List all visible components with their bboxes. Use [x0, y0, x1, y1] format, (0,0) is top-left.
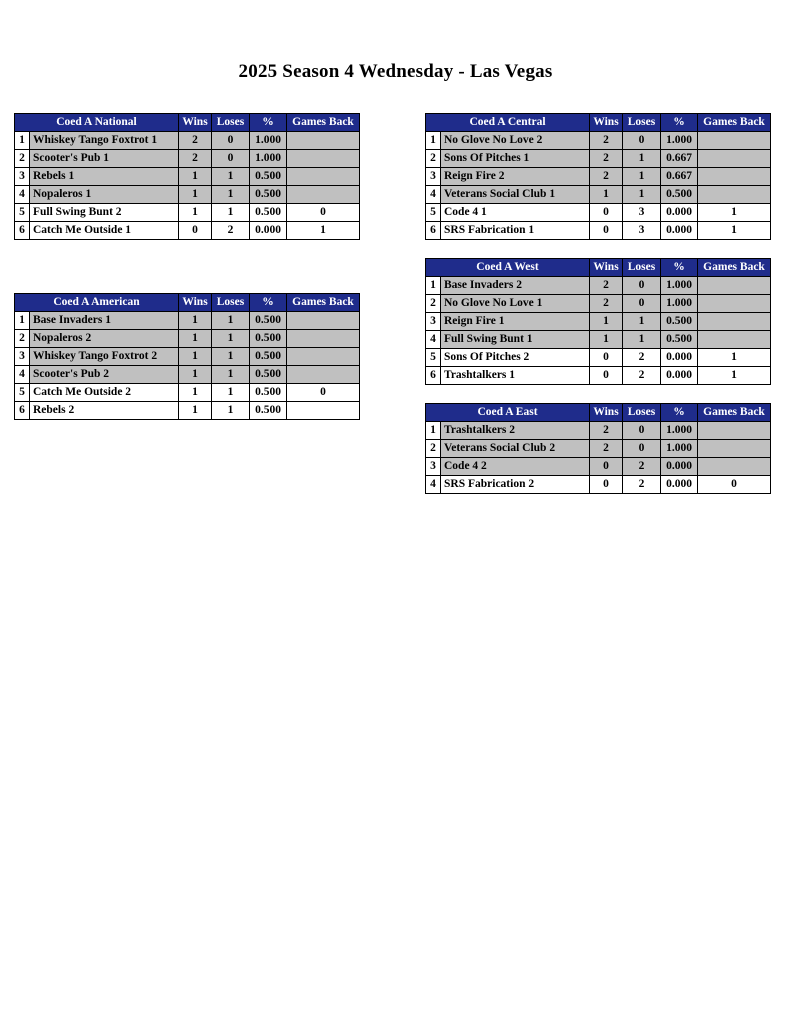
- team-name-cell: Base Invaders 2: [441, 277, 590, 295]
- team-name-cell: SRS Fabrication 2: [441, 476, 590, 494]
- wins-cell: 1: [179, 384, 212, 402]
- standings-row: [426, 132, 771, 150]
- pct-cell: 0.000: [661, 204, 698, 222]
- games-back-cell: [698, 186, 771, 204]
- wins-cell: 2: [590, 440, 623, 458]
- wins-cell: 1: [179, 330, 212, 348]
- rank-cell: 2: [426, 440, 441, 458]
- column-header-games-back: Games Back: [698, 259, 771, 277]
- loses-cell: 3: [623, 222, 661, 240]
- games-back-cell: 0: [698, 476, 771, 494]
- standings-slot-coed-a-central: [425, 113, 771, 240]
- wins-cell: 1: [179, 312, 212, 330]
- standings-row: [15, 168, 360, 186]
- rank-cell: 1: [426, 132, 441, 150]
- rank-cell: 4: [15, 186, 30, 204]
- loses-cell: 1: [623, 150, 661, 168]
- team-name-cell: Catch Me Outside 1: [30, 222, 179, 240]
- column-header-wins: Wins: [179, 114, 212, 132]
- games-back-cell: [698, 150, 771, 168]
- rank-cell: 2: [15, 330, 30, 348]
- standings-slot-coed-a-east: [425, 403, 771, 494]
- standings-row: [426, 295, 771, 313]
- wins-cell: 1: [179, 168, 212, 186]
- standings-row: [426, 277, 771, 295]
- loses-cell: 1: [212, 204, 250, 222]
- pct-cell: 1.000: [661, 440, 698, 458]
- wins-cell: 0: [590, 476, 623, 494]
- wins-cell: 0: [590, 204, 623, 222]
- pct-cell: 0.000: [661, 222, 698, 240]
- games-back-cell: [698, 313, 771, 331]
- loses-cell: 0: [623, 132, 661, 150]
- games-back-cell: [287, 186, 360, 204]
- rank-cell: 1: [426, 277, 441, 295]
- rank-cell: 3: [15, 168, 30, 186]
- pct-cell: 0.000: [661, 476, 698, 494]
- rank-cell: 5: [15, 384, 30, 402]
- wins-cell: 1: [179, 186, 212, 204]
- games-back-cell: [698, 440, 771, 458]
- team-name-cell: Catch Me Outside 2: [30, 384, 179, 402]
- table-title: Coed A National: [15, 114, 179, 132]
- standings-row: [426, 440, 771, 458]
- team-name-cell: Whiskey Tango Foxtrot 1: [30, 132, 179, 150]
- rank-cell: 3: [426, 168, 441, 186]
- rank-cell: 6: [15, 402, 30, 420]
- standings-row: [15, 366, 360, 384]
- column-header-pct: %: [661, 259, 698, 277]
- loses-cell: 1: [212, 348, 250, 366]
- pct-cell: 1.000: [661, 277, 698, 295]
- column-header-loses: Loses: [212, 294, 250, 312]
- games-back-cell: [287, 132, 360, 150]
- standings-table-coed-a-east: [425, 403, 771, 494]
- loses-cell: 0: [623, 277, 661, 295]
- team-name-cell: Veterans Social Club 1: [441, 186, 590, 204]
- column-header-pct: %: [250, 114, 287, 132]
- standings-row: [15, 312, 360, 330]
- wins-cell: 0: [590, 458, 623, 476]
- pct-cell: 0.500: [250, 204, 287, 222]
- games-back-cell: 1: [698, 204, 771, 222]
- team-name-cell: No Glove No Love 2: [441, 132, 590, 150]
- team-name-cell: Nopaleros 2: [30, 330, 179, 348]
- standings-row: [15, 348, 360, 366]
- wins-cell: 2: [590, 277, 623, 295]
- games-back-cell: [287, 312, 360, 330]
- rank-cell: 2: [426, 295, 441, 313]
- standings-row: [426, 168, 771, 186]
- standings-slot-coed-a-national: [14, 113, 360, 240]
- rank-cell: 5: [426, 204, 441, 222]
- pct-cell: 0.000: [250, 222, 287, 240]
- wins-cell: 2: [590, 150, 623, 168]
- loses-cell: 0: [623, 295, 661, 313]
- table-header-row: [426, 114, 771, 132]
- standings-row: [15, 204, 360, 222]
- standings-row: [426, 313, 771, 331]
- loses-cell: 1: [212, 312, 250, 330]
- team-name-cell: Sons Of Pitches 1: [441, 150, 590, 168]
- standings-row: [426, 186, 771, 204]
- wins-cell: 0: [590, 349, 623, 367]
- pct-cell: 0.000: [661, 458, 698, 476]
- rank-cell: 3: [426, 458, 441, 476]
- games-back-cell: [698, 458, 771, 476]
- table-header-row: [15, 294, 360, 312]
- table-title: Coed A East: [426, 404, 590, 422]
- standings-row: [426, 222, 771, 240]
- wins-cell: 0: [590, 222, 623, 240]
- team-name-cell: Full Swing Bunt 1: [441, 331, 590, 349]
- column-header-loses: Loses: [623, 404, 661, 422]
- loses-cell: 2: [623, 458, 661, 476]
- loses-cell: 2: [212, 222, 250, 240]
- loses-cell: 0: [623, 440, 661, 458]
- standings-row: [15, 384, 360, 402]
- wins-cell: 2: [590, 132, 623, 150]
- loses-cell: 3: [623, 204, 661, 222]
- games-back-cell: 0: [287, 384, 360, 402]
- loses-cell: 1: [212, 330, 250, 348]
- pct-cell: 0.500: [250, 366, 287, 384]
- pct-cell: 0.500: [250, 384, 287, 402]
- standings-row: [15, 222, 360, 240]
- games-back-cell: [287, 150, 360, 168]
- games-back-cell: [698, 422, 771, 440]
- rank-cell: 6: [426, 367, 441, 385]
- standings-row: [426, 476, 771, 494]
- team-name-cell: Rebels 2: [30, 402, 179, 420]
- column-header-games-back: Games Back: [287, 294, 360, 312]
- column-header-wins: Wins: [590, 259, 623, 277]
- pct-cell: 0.500: [661, 331, 698, 349]
- team-name-cell: No Glove No Love 1: [441, 295, 590, 313]
- column-header-pct: %: [661, 404, 698, 422]
- team-name-cell: Scooter's Pub 2: [30, 366, 179, 384]
- pct-cell: 1.000: [661, 295, 698, 313]
- column-header-games-back: Games Back: [698, 114, 771, 132]
- column-header-loses: Loses: [623, 259, 661, 277]
- pct-cell: 1.000: [250, 132, 287, 150]
- standings-row: [426, 204, 771, 222]
- rank-cell: 2: [426, 150, 441, 168]
- wins-cell: 2: [590, 422, 623, 440]
- standings-row: [426, 331, 771, 349]
- games-back-cell: [698, 331, 771, 349]
- wins-cell: 2: [590, 295, 623, 313]
- team-name-cell: Base Invaders 1: [30, 312, 179, 330]
- wins-cell: 0: [590, 367, 623, 385]
- loses-cell: 1: [623, 168, 661, 186]
- rank-cell: 4: [426, 186, 441, 204]
- rank-cell: 5: [15, 204, 30, 222]
- rank-cell: 6: [15, 222, 30, 240]
- pct-cell: 1.000: [250, 150, 287, 168]
- loses-cell: 0: [623, 422, 661, 440]
- pct-cell: 0.500: [250, 330, 287, 348]
- column-header-loses: Loses: [623, 114, 661, 132]
- rank-cell: 5: [426, 349, 441, 367]
- loses-cell: 1: [212, 168, 250, 186]
- team-name-cell: Veterans Social Club 2: [441, 440, 590, 458]
- column-header-games-back: Games Back: [698, 404, 771, 422]
- wins-cell: 1: [179, 402, 212, 420]
- pct-cell: 0.000: [661, 367, 698, 385]
- loses-cell: 1: [623, 313, 661, 331]
- pct-cell: 0.500: [250, 348, 287, 366]
- standings-table-coed-a-west: [425, 258, 771, 385]
- rank-cell: 6: [426, 222, 441, 240]
- column-header-pct: %: [250, 294, 287, 312]
- pct-cell: 0.000: [661, 349, 698, 367]
- rank-cell: 1: [15, 132, 30, 150]
- wins-cell: 1: [590, 186, 623, 204]
- pct-cell: 0.667: [661, 150, 698, 168]
- wins-cell: 0: [179, 222, 212, 240]
- standings-row: [15, 402, 360, 420]
- games-back-cell: [287, 348, 360, 366]
- team-name-cell: Nopaleros 1: [30, 186, 179, 204]
- wins-cell: 2: [179, 132, 212, 150]
- pct-cell: 0.500: [661, 313, 698, 331]
- standings-row: [426, 367, 771, 385]
- team-name-cell: Full Swing Bunt 2: [30, 204, 179, 222]
- team-name-cell: Whiskey Tango Foxtrot 2: [30, 348, 179, 366]
- rank-cell: 4: [15, 366, 30, 384]
- wins-cell: 1: [179, 366, 212, 384]
- team-name-cell: Code 4 1: [441, 204, 590, 222]
- rank-cell: 3: [426, 313, 441, 331]
- pct-cell: 0.500: [250, 402, 287, 420]
- table-title: Coed A American: [15, 294, 179, 312]
- standings-row: [15, 150, 360, 168]
- wins-cell: 2: [590, 168, 623, 186]
- team-name-cell: Trashtalkers 2: [441, 422, 590, 440]
- rank-cell: 3: [15, 348, 30, 366]
- standings-table-coed-a-central: [425, 113, 771, 240]
- pct-cell: 1.000: [661, 132, 698, 150]
- rank-cell: 4: [426, 331, 441, 349]
- pct-cell: 0.500: [661, 186, 698, 204]
- wins-cell: 1: [590, 331, 623, 349]
- team-name-cell: Sons Of Pitches 2: [441, 349, 590, 367]
- loses-cell: 2: [623, 476, 661, 494]
- column-header-wins: Wins: [590, 114, 623, 132]
- standings-row: [426, 422, 771, 440]
- wins-cell: 1: [179, 204, 212, 222]
- team-name-cell: Code 4 2: [441, 458, 590, 476]
- loses-cell: 1: [212, 366, 250, 384]
- games-back-cell: [698, 132, 771, 150]
- pct-cell: 0.500: [250, 186, 287, 204]
- table-title: Coed A West: [426, 259, 590, 277]
- loses-cell: 0: [212, 150, 250, 168]
- standings-row: [15, 132, 360, 150]
- table-header-row: [426, 259, 771, 277]
- column-header-loses: Loses: [212, 114, 250, 132]
- standings-table-coed-a-national: [14, 113, 360, 240]
- standings-row: [426, 150, 771, 168]
- column-header-games-back: Games Back: [287, 114, 360, 132]
- team-name-cell: Rebels 1: [30, 168, 179, 186]
- column-header-pct: %: [661, 114, 698, 132]
- games-back-cell: 1: [287, 222, 360, 240]
- standings-slot-coed-a-american: [14, 293, 360, 420]
- loses-cell: 1: [623, 186, 661, 204]
- loses-cell: 1: [212, 384, 250, 402]
- games-back-cell: [698, 277, 771, 295]
- wins-cell: 1: [179, 348, 212, 366]
- column-header-wins: Wins: [179, 294, 212, 312]
- wins-cell: 2: [179, 150, 212, 168]
- pct-cell: 1.000: [661, 422, 698, 440]
- column-header-wins: Wins: [590, 404, 623, 422]
- games-back-cell: 1: [698, 367, 771, 385]
- pct-cell: 0.500: [250, 168, 287, 186]
- loses-cell: 0: [212, 132, 250, 150]
- games-back-cell: [287, 402, 360, 420]
- page-title: 2025 Season 4 Wednesday - Las Vegas: [238, 61, 553, 82]
- games-back-cell: 1: [698, 222, 771, 240]
- table-header-row: [15, 114, 360, 132]
- games-back-cell: 1: [698, 349, 771, 367]
- loses-cell: 2: [623, 349, 661, 367]
- games-back-cell: [287, 330, 360, 348]
- games-back-cell: [698, 168, 771, 186]
- table-title: Coed A Central: [426, 114, 590, 132]
- loses-cell: 1: [212, 402, 250, 420]
- standings-row: [426, 458, 771, 476]
- loses-cell: 2: [623, 367, 661, 385]
- team-name-cell: Trashtalkers 1: [441, 367, 590, 385]
- games-back-cell: 0: [287, 204, 360, 222]
- games-back-cell: [698, 295, 771, 313]
- rank-cell: 2: [15, 150, 30, 168]
- rank-cell: 4: [426, 476, 441, 494]
- rank-cell: 1: [426, 422, 441, 440]
- standings-row: [15, 330, 360, 348]
- games-back-cell: [287, 168, 360, 186]
- pct-cell: 0.500: [250, 312, 287, 330]
- team-name-cell: Scooter's Pub 1: [30, 150, 179, 168]
- team-name-cell: SRS Fabrication 1: [441, 222, 590, 240]
- standings-row: [15, 186, 360, 204]
- standings-slot-coed-a-west: [425, 258, 771, 385]
- team-name-cell: Reign Fire 1: [441, 313, 590, 331]
- wins-cell: 1: [590, 313, 623, 331]
- standings-table-coed-a-american: [14, 293, 360, 420]
- pct-cell: 0.667: [661, 168, 698, 186]
- standings-row: [426, 349, 771, 367]
- games-back-cell: [287, 366, 360, 384]
- loses-cell: 1: [212, 186, 250, 204]
- table-header-row: [426, 404, 771, 422]
- team-name-cell: Reign Fire 2: [441, 168, 590, 186]
- loses-cell: 1: [623, 331, 661, 349]
- rank-cell: 1: [15, 312, 30, 330]
